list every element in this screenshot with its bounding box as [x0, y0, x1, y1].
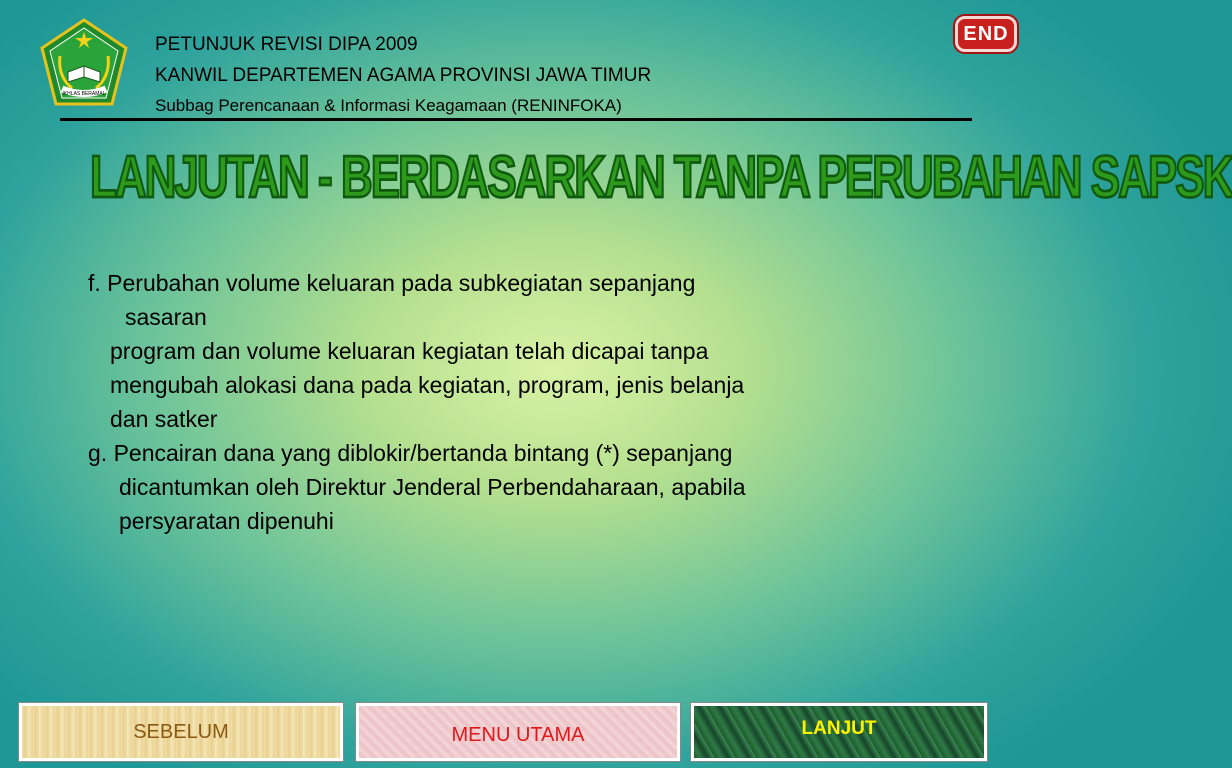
body-line: program dan volume keluaran kegiatan telah dicapai tanpa [110, 338, 709, 364]
slide-body [88, 266, 978, 538]
svg-text:IKHLAS BERAMAL: IKHLAS BERAMAL [62, 91, 106, 97]
body-line: persyaratan dipenuhi [119, 508, 334, 534]
ministry-logo [36, 16, 132, 112]
header-office: KANWIL DEPARTEMEN AGAMA PROVINSI JAWA TIMUR [155, 65, 652, 86]
header-divider [60, 118, 972, 121]
end-button[interactable]: END [955, 16, 1017, 52]
body-line: mengubah alokasi dana pada kegiatan, program, jenis belanja [110, 372, 745, 398]
previous-button[interactable]: SEBELUM [19, 703, 343, 761]
header-subdivision: Subbag Perencanaan & Informasi Keagamaan (RENINFOKA) [155, 96, 622, 115]
body-line: dicantumkan oleh Direktur Jenderal Perbendaharaan, apabila [119, 474, 746, 500]
body-line: g. Pencairan dana yang diblokir/bertanda bintang (*) sepanjang [88, 440, 733, 466]
body-line: f. Perubahan volume keluaran pada subkegiatan sepanjang [88, 270, 696, 296]
body-line: dan satker [110, 406, 218, 432]
header-title: PETUNJUK REVISI DIPA 2009 [155, 34, 418, 55]
body-line: sasaran [125, 304, 207, 330]
main-menu-button[interactable]: MENU UTAMA [356, 703, 680, 761]
next-button[interactable]: LANJUT [691, 703, 987, 761]
slide-title: LANJUTAN - BERDASARKAN TANPA PERUBAHAN SAPSK [90, 144, 1232, 211]
